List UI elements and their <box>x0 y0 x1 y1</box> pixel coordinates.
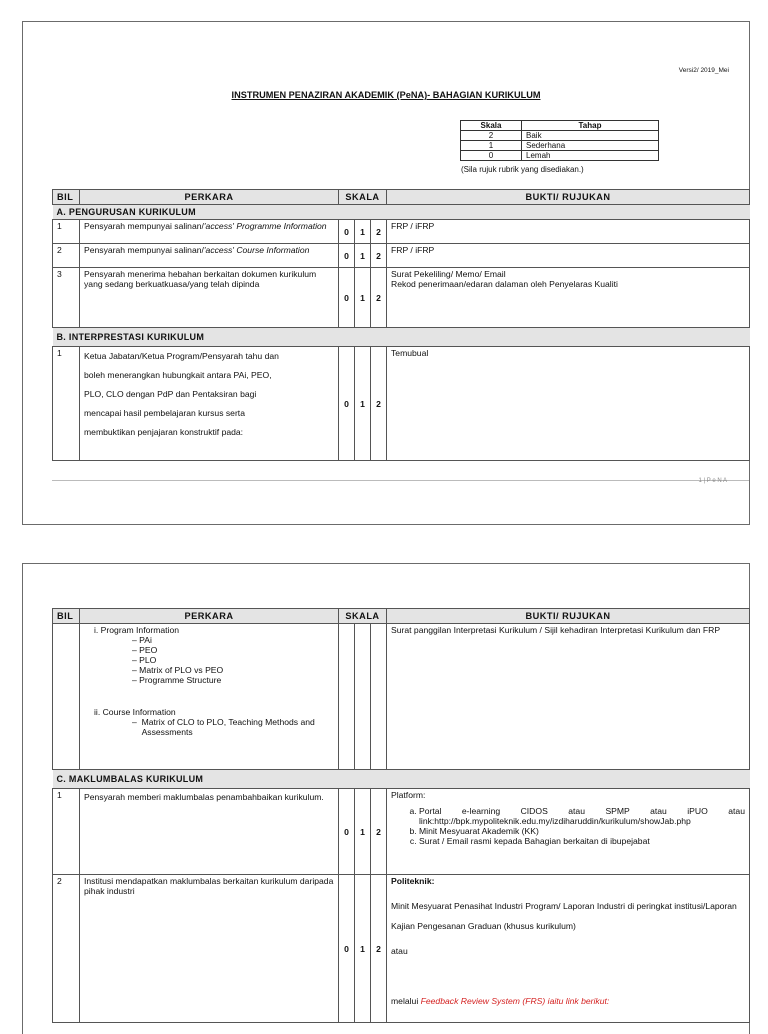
bukti-line: Rekod penerimaan/edaran dalaman oleh Penyelaras Kualiti <box>391 279 618 289</box>
score-2[interactable]: 2 <box>371 244 387 268</box>
score-0[interactable]: 0 <box>339 347 355 461</box>
score-2[interactable]: 2 <box>371 268 387 328</box>
section-a-title: A. PENGURUSAN KURIKULUM <box>53 205 750 220</box>
document-page-2 <box>22 563 750 1034</box>
row-perkara <box>80 624 339 770</box>
perkara-line: Ketua Jabatan/Ketua Program/Pensyarah tahu dan <box>84 351 279 361</box>
assessment-table-page2 <box>52 608 750 1023</box>
scale-row <box>461 151 659 161</box>
table-header-row <box>53 190 750 205</box>
score-2[interactable]: 2 <box>371 220 387 244</box>
table-row <box>53 244 750 268</box>
row-perkara <box>80 244 339 268</box>
score-0[interactable]: 0 <box>339 875 355 1023</box>
bukti-title: Platform: <box>391 790 426 800</box>
scale-row <box>461 141 659 151</box>
list-item: ii. Course Information <box>94 707 176 717</box>
assessment-table-page1 <box>52 189 750 461</box>
header-perkara: PERKARA <box>80 190 339 205</box>
score-2[interactable]: 2 <box>371 875 387 1023</box>
header-bukti: BUKTI/ RUJUKAN <box>387 609 750 624</box>
score-blank <box>371 624 387 770</box>
scale-level: Baik <box>522 131 659 141</box>
header-bil: BIL <box>53 190 80 205</box>
table-row <box>53 875 750 1023</box>
table-header-row <box>53 609 750 624</box>
score-1[interactable]: 1 <box>355 268 371 328</box>
platform-item: b. Minit Mesyuarat Akademik (KK) <box>419 826 745 836</box>
header-skala: SKALA <box>339 190 387 205</box>
perkara-italic: 'access' Course Information <box>203 245 310 255</box>
list-item: i. Program Information <box>94 625 180 635</box>
perkara-line: membuktikan penjajaran konstruktif pada: <box>84 427 244 437</box>
score-0[interactable]: 0 <box>339 244 355 268</box>
sub-item: – PEO <box>132 645 334 655</box>
platform-item: a. Portal e-learning CIDOS atau SPMP atau iPUO atau link:http://bpk.mypoliteknik.edu.my/izdiharuddin/kurikulum/showJab.php <box>419 806 745 826</box>
sub-item: – PLO <box>132 655 334 665</box>
perkara-line: boleh menerangkan hubungkait antara PAi, PEO, <box>84 370 272 380</box>
score-1[interactable]: 1 <box>355 220 371 244</box>
row-bukti: FRP / iFRP <box>387 220 750 244</box>
bukti-title: Politeknik: <box>391 876 435 886</box>
row-bukti: Surat panggilan Interpretasi Kurikulum / Sijil kehadiran Interpretasi Kurikulum dan FRP <box>387 624 750 770</box>
version-label: Versi2/ 2019_Mei <box>678 67 729 74</box>
section-a-row <box>53 205 750 220</box>
sub-item: – Programme Structure <box>132 675 334 685</box>
score-1[interactable]: 1 <box>355 875 371 1023</box>
section-b-row <box>53 328 750 347</box>
bukti-text: melalui <box>391 996 421 1006</box>
bukti-paragraph: atau <box>391 946 408 956</box>
section-c-row <box>53 770 750 789</box>
sub-item: – Matrix of PLO vs PEO <box>132 665 334 675</box>
row-bil <box>53 624 80 770</box>
row-bukti <box>387 875 750 1023</box>
bukti-line: Surat Pekeliling/ Memo/ Email <box>391 269 506 279</box>
score-0[interactable]: 0 <box>339 789 355 875</box>
row-bil: 2 <box>53 244 80 268</box>
score-blank <box>339 624 355 770</box>
section-c-title: C. MAKLUMBALAS KURIKULUM <box>53 770 750 789</box>
scale-header-skala: Skala <box>461 121 522 131</box>
table-row <box>53 268 750 328</box>
row-perkara: Pensyarah memberi maklumbalas penambahbaikan kurikulum. <box>80 789 339 875</box>
scale-level: Sederhana <box>522 141 659 151</box>
row-bukti <box>387 789 750 875</box>
section-b-title: B. INTERPRESTASI KURIKULUM <box>53 328 750 347</box>
scale-level: Lemah <box>522 151 659 161</box>
scale-header-tahap: Tahap <box>522 121 659 131</box>
score-1[interactable]: 1 <box>355 244 371 268</box>
perkara-text: Pensyarah mempunyai salinan/ <box>84 221 204 231</box>
bukti-paragraph <box>391 996 745 1006</box>
table-row <box>53 789 750 875</box>
document-page-1 <box>22 21 750 525</box>
table-row <box>53 220 750 244</box>
header-perkara: PERKARA <box>80 609 339 624</box>
scale-legend-table <box>460 120 659 161</box>
perkara-line: PLO, CLO dengan PdP dan Pentaksiran bagi <box>84 389 257 399</box>
header-skala: SKALA <box>339 609 387 624</box>
platform-item: c. Surat / Email rasmi kepada Bahagian berkaitan di ibupejabat <box>419 836 745 846</box>
score-1[interactable]: 1 <box>355 347 371 461</box>
score-2[interactable]: 2 <box>371 789 387 875</box>
scale-value: 2 <box>461 131 522 141</box>
scale-row <box>461 131 659 141</box>
row-perkara <box>80 220 339 244</box>
score-2[interactable]: 2 <box>371 347 387 461</box>
platform-list <box>391 806 745 846</box>
score-1[interactable]: 1 <box>355 789 371 875</box>
table-row <box>53 624 750 770</box>
document-title: INSTRUMEN PENAZIRAN AKADEMIK (PeNA)- BAHAGIAN KURIKULUM <box>231 90 541 100</box>
perkara-italic: 'access' Programme Information <box>203 221 327 231</box>
footer-divider <box>52 480 749 481</box>
table-row <box>53 347 750 461</box>
perkara-text: Pensyarah mempunyai salinan/ <box>84 245 204 255</box>
frs-link-text[interactable]: Feedback Review System (FRS) iaitu link berikut: <box>420 996 610 1006</box>
score-blank <box>355 624 371 770</box>
sub-list: – Matrix of CLO to PLO, Teaching Methods and Assessments <box>94 717 334 737</box>
sub-item: – PAi <box>132 635 334 645</box>
row-perkara: Pensyarah menerima hebahan berkaitan dokumen kurikulum yang sedang berkuatkuasa/yang telah dipinda <box>80 268 339 328</box>
row-perkara: Institusi mendapatkan maklumbalas berkaitan kurikulum daripada pihak industri <box>80 875 339 1023</box>
scale-note: (Sila rujuk rubrik yang disediakan.) <box>461 165 584 174</box>
row-bil: 2 <box>53 875 80 1023</box>
row-bukti: FRP / iFRP <box>387 244 750 268</box>
header-bukti: BUKTI/ RUJUKAN <box>387 190 750 205</box>
header-bil: BIL <box>53 609 80 624</box>
scale-value: 1 <box>461 141 522 151</box>
row-bil: 1 <box>53 789 80 875</box>
bukti-paragraph: Minit Mesyuarat Penasihat Industri Program/ Laporan Industri di peringkat institusi/Laporan Kajian Pengesanan Graduan (khusus kurikulum) <box>391 901 737 931</box>
row-bil: 3 <box>53 268 80 328</box>
row-bil: 1 <box>53 347 80 461</box>
row-perkara <box>80 347 339 461</box>
row-bukti: Temubual <box>387 347 750 461</box>
scale-value: 0 <box>461 151 522 161</box>
perkara-line: mencapai hasil pembelajaran kursus serta <box>84 408 245 418</box>
sub-list <box>94 635 334 685</box>
row-bil: 1 <box>53 220 80 244</box>
row-bukti <box>387 268 750 328</box>
sub-item: Matrix of CLO to PLO, Teaching Methods and Assessments <box>141 717 315 737</box>
page-number: 1 | P e N A <box>698 478 727 484</box>
score-0[interactable]: 0 <box>339 268 355 328</box>
score-0[interactable]: 0 <box>339 220 355 244</box>
